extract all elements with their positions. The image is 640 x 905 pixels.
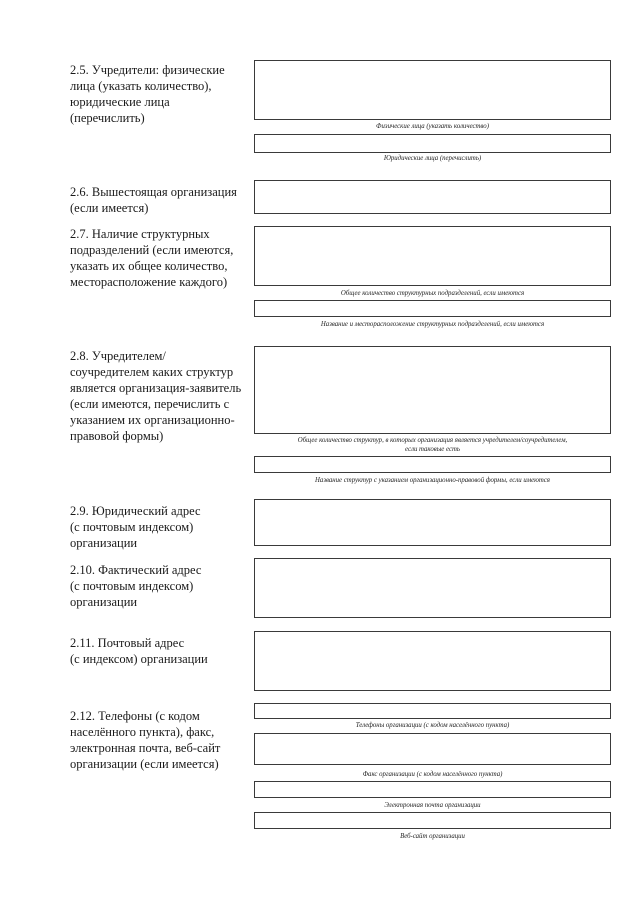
caption-subdivisions-count: Общее количество структурных подразделений, если имеются bbox=[340, 290, 525, 297]
legal-address-field[interactable] bbox=[254, 499, 611, 546]
label-2-5: 2.5. Учредители: физические лица (указать количество), юридические лица (перечислить) bbox=[70, 63, 225, 125]
founders-physical-field[interactable] bbox=[254, 60, 611, 120]
caption-fax: Факс организации (с кодом населённого пункта) bbox=[362, 771, 503, 778]
phones-field[interactable] bbox=[254, 703, 611, 719]
parent-organization-field[interactable] bbox=[254, 180, 611, 214]
caption-founders-legal: Юридические лица (перечислить) bbox=[383, 155, 482, 162]
caption-founders-physical: Физические лица (указать количество) bbox=[376, 123, 489, 130]
label-2-9: 2.9. Юридический адрес (с почтовым индексом) организации bbox=[70, 504, 201, 550]
caption-email: Электронная почта организации bbox=[384, 802, 481, 809]
label-2-6: 2.6. Вышестоящая организация (если имеется) bbox=[70, 185, 237, 215]
label-2-10: 2.10. Фактический адрес (с почтовым индексом) организации bbox=[70, 563, 202, 609]
caption-founded-structures-names: Название структур с указанием организационно-правовой формы, если имеются bbox=[315, 477, 550, 484]
website-field[interactable] bbox=[254, 812, 611, 829]
founders-legal-field[interactable] bbox=[254, 134, 611, 153]
postal-address-field[interactable] bbox=[254, 631, 611, 691]
founded-structures-names-field[interactable] bbox=[254, 456, 611, 473]
subdivisions-count-field[interactable] bbox=[254, 226, 611, 286]
subdivisions-location-field[interactable] bbox=[254, 300, 611, 317]
caption-phones: Телефоны организации (с кодом населённого пункта) bbox=[355, 722, 510, 729]
founded-structures-count-field[interactable] bbox=[254, 346, 611, 434]
actual-address-field[interactable] bbox=[254, 558, 611, 618]
label-2-7: 2.7. Наличие структурных подразделений (если имеются, указать их общее количество, месторасположение каждого) bbox=[70, 227, 234, 289]
email-field[interactable] bbox=[254, 781, 611, 798]
fax-field[interactable] bbox=[254, 733, 611, 765]
caption-website: Веб-сайт организации bbox=[400, 833, 465, 840]
label-2-8: 2.8. Учредителем/ соучредителем каких структур является организация-заявитель (если имеются, перечислить с указанием их организационно- правовой формы) bbox=[70, 349, 242, 443]
caption-subdivisions-location: Название и месторасположение структурных подразделений, если имеются bbox=[320, 321, 545, 328]
label-2-12: 2.12. Телефоны (с кодом населённого пункта), факс, электронная почта, веб-сайт организации (если имеется) bbox=[70, 709, 221, 771]
label-2-11: 2.11. Почтовый адрес (с индексом) организации bbox=[70, 636, 208, 666]
caption-founded-structures-count: Общее количество структур, в которых организация является учредителем/соучредителем, если таковые есть bbox=[297, 437, 568, 453]
